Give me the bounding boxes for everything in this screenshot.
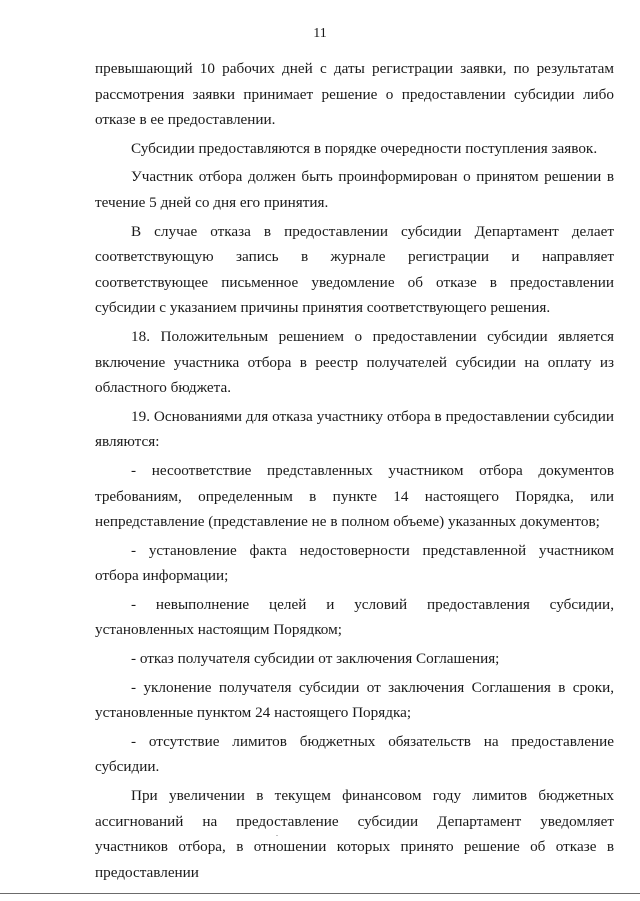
- list-item-agreement-refusal: - отказ получателя субсидии от заключения Соглашения;: [131, 650, 500, 668]
- list-item-agreement-evasion: - уклонение получателя субсидии от заключения Соглашения в сроки, установленные пунктом 24 настоящего Порядка;: [95, 678, 614, 722]
- paragraph-item-18: 18. Положительным решением о предоставлении субсидии является включение участника отбора в реестр получателей субсидии на оплату из областного бюджета.: [95, 327, 614, 397]
- list-item-documents-mismatch: - несоответствие представленных участником отбора документов требованиям, определенным в пункте 14 настоящего Порядка, или непредставление (представление не в полном объеме) указанных документов;: [95, 461, 614, 531]
- scan-speck: [276, 835, 278, 836]
- list-item-false-information: - установление факта недостоверности представленной участником отбора информации;: [95, 541, 614, 585]
- list-item-conditions-not-met: - невыполнение целей и условий предоставления субсидии, установленных настоящим Порядком;: [95, 595, 614, 639]
- page-number: 11: [313, 26, 327, 41]
- paragraph-refusal-record: В случае отказа в предоставлении субсидии Департамент делает соответствующую запись в журнале регистрации и направляет соответствующее письменное уведомление об отказе в предоставлении субсидии с указанием причины принятия соответствующего решения.: [95, 222, 614, 317]
- paragraph-item-19: 19. Основаниями для отказа участнику отбора в предоставлении субсидии являются:: [95, 407, 614, 451]
- document-body: [95, 56, 614, 888]
- page-bottom-edge: [0, 893, 640, 894]
- paragraph-continuation: превышающий 10 рабочих дней с даты регистрации заявки, по результатам рассмотрения заявки принимает решение о предоставлении субсидии либо отказе в ее предоставлении.: [95, 60, 614, 129]
- paragraph-notification-term: Участник отбора должен быть проинформирован о принятом решении в течение 5 дней со дня его принятия.: [95, 168, 614, 211]
- paragraph-queue-order: Субсидии предоставляются в порядке очередности поступления заявок.: [131, 139, 598, 157]
- paragraph-limits-increase: При увеличении в текущем финансовом году лимитов бюджетных ассигнований на предоставление субсидии Департамент уведомляет участников отбора, в отношении которых принято решение об отказе в предоставлении: [95, 787, 614, 881]
- list-item-no-limits: - отсутствие лимитов бюджетных обязательств на предоставление субсидии.: [95, 732, 614, 776]
